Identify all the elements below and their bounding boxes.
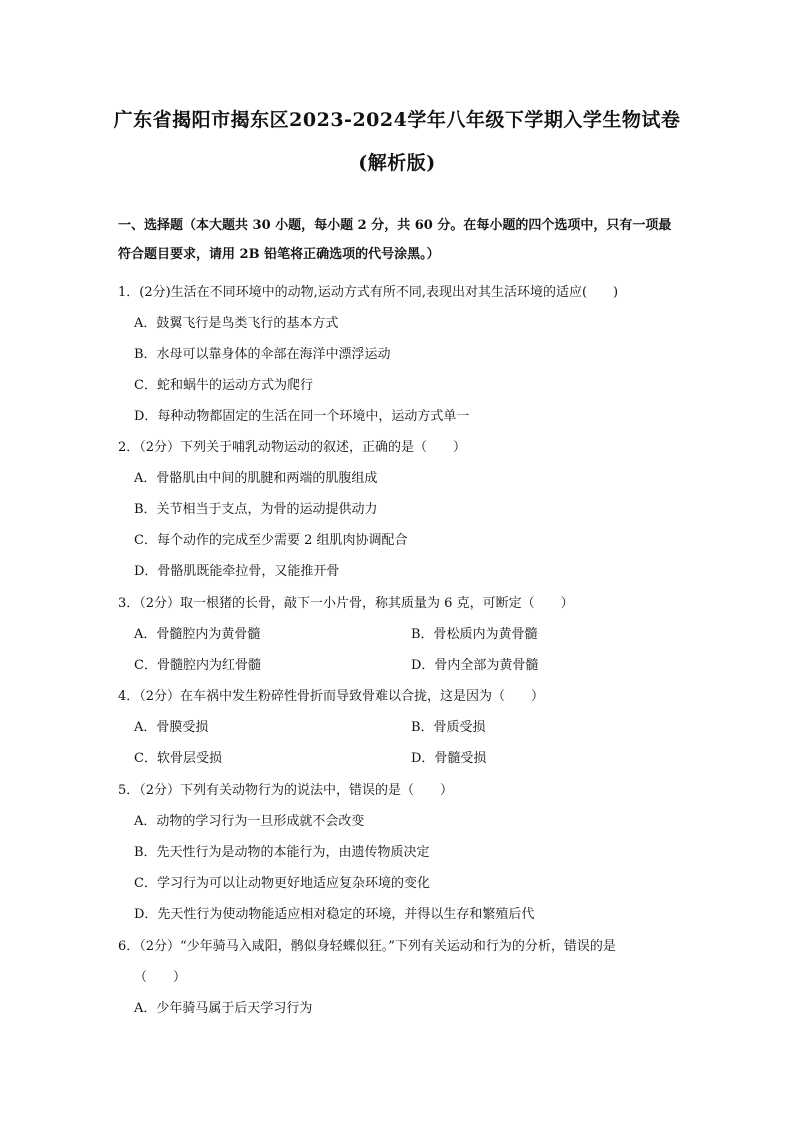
question-3-option-a: A．骨髓腔内为黄骨髓 xyxy=(134,627,261,642)
question-4-stem: 4．（2分）在车祸中发生粉碎性骨折而导致骨难以合拢，这是因为（ ） xyxy=(118,689,545,704)
question-4-option-b: B．骨质受损 xyxy=(411,720,486,735)
question-3-stem: 3．（2分）取一根猪的长骨，敲下一小片骨，称其质量为 6 克，可断定（ ） xyxy=(118,596,574,611)
question-3-option-b: B．骨松质内为黄骨髓 xyxy=(411,627,538,642)
question-4-option-a: A．骨膜受损 xyxy=(134,720,209,735)
question-6-stem-continued: （ ） xyxy=(134,970,187,985)
document-subtitle: (解析版) xyxy=(358,152,436,174)
question-5-option-a: A．动物的学习行为一旦形成就不会改变 xyxy=(134,814,365,829)
question-3-option-c: C．骨髓腔内为红骨髓 xyxy=(134,658,261,673)
document-title: 广东省揭阳市揭东区2023-2024学年八年级下学期入学生物试卷 xyxy=(113,109,681,131)
question-6-option-a: A．少年骑马属于后天学习行为 xyxy=(134,1001,313,1016)
question-4-option-d: D．骨髓受损 xyxy=(411,751,487,766)
question-1-stem: 1．(2分)生活在不同环境中的动物,运动方式有所不同,表现出对其生活环境的适应( ) xyxy=(118,285,619,300)
question-1-option-b: B．水母可以靠身体的伞部在海洋中漂浮运动 xyxy=(134,347,391,362)
question-2-option-d: D．骨骼肌既能牵拉骨，又能推开骨 xyxy=(134,564,340,579)
question-5-stem: 5．（2分）下列有关动物行为的说法中，错误的是（ ） xyxy=(118,783,454,798)
question-5-option-b: B．先天性行为是动物的本能行为，由遗传物质决定 xyxy=(134,845,430,860)
question-2-option-a: A．骨骼肌由中间的肌腱和两端的肌腹组成 xyxy=(134,471,378,486)
question-4-option-c: C．软骨层受损 xyxy=(134,751,222,766)
question-6-stem: 6．（2分）“少年骑马入咸阳，鹘似身轻蝶似狂。”下列有关运动和行为的分析，错误的是 xyxy=(118,939,616,954)
question-2-option-c: C．每个动作的完成至少需要 2 组肌肉协调配合 xyxy=(134,533,408,548)
question-1-option-d: D．每种动物都固定的生活在同一个环境中，运动方式单一 xyxy=(134,409,470,424)
question-5-option-c: C．学习行为可以让动物更好地适应复杂环境的变化 xyxy=(134,876,430,891)
question-2-option-b: B．关节相当于支点，为骨的运动提供动力 xyxy=(134,502,378,517)
question-2-stem: 2．（2分）下列关于哺乳动物运动的叙述，正确的是（ ） xyxy=(118,440,467,455)
question-1-option-c: C．蛇和蜗牛的运动方式为爬行 xyxy=(134,378,313,393)
question-5-option-d: D．先天性行为使动物能适应相对稳定的环境，并得以生存和繁殖后代 xyxy=(134,907,535,922)
question-1-option-a: A．鼓翼飞行是鸟类飞行的基本方式 xyxy=(134,316,339,331)
question-3-option-d: D．骨内全部为黄骨髓 xyxy=(411,658,539,673)
section-heading: 一、选择题（本大题共 30 小题，每小题 2 分，共 60 分。在每小题的四个选项中，只有一项最符合题目要求，请用 2B 铅笔将正确选项的代号涂黑。） xyxy=(118,218,672,262)
